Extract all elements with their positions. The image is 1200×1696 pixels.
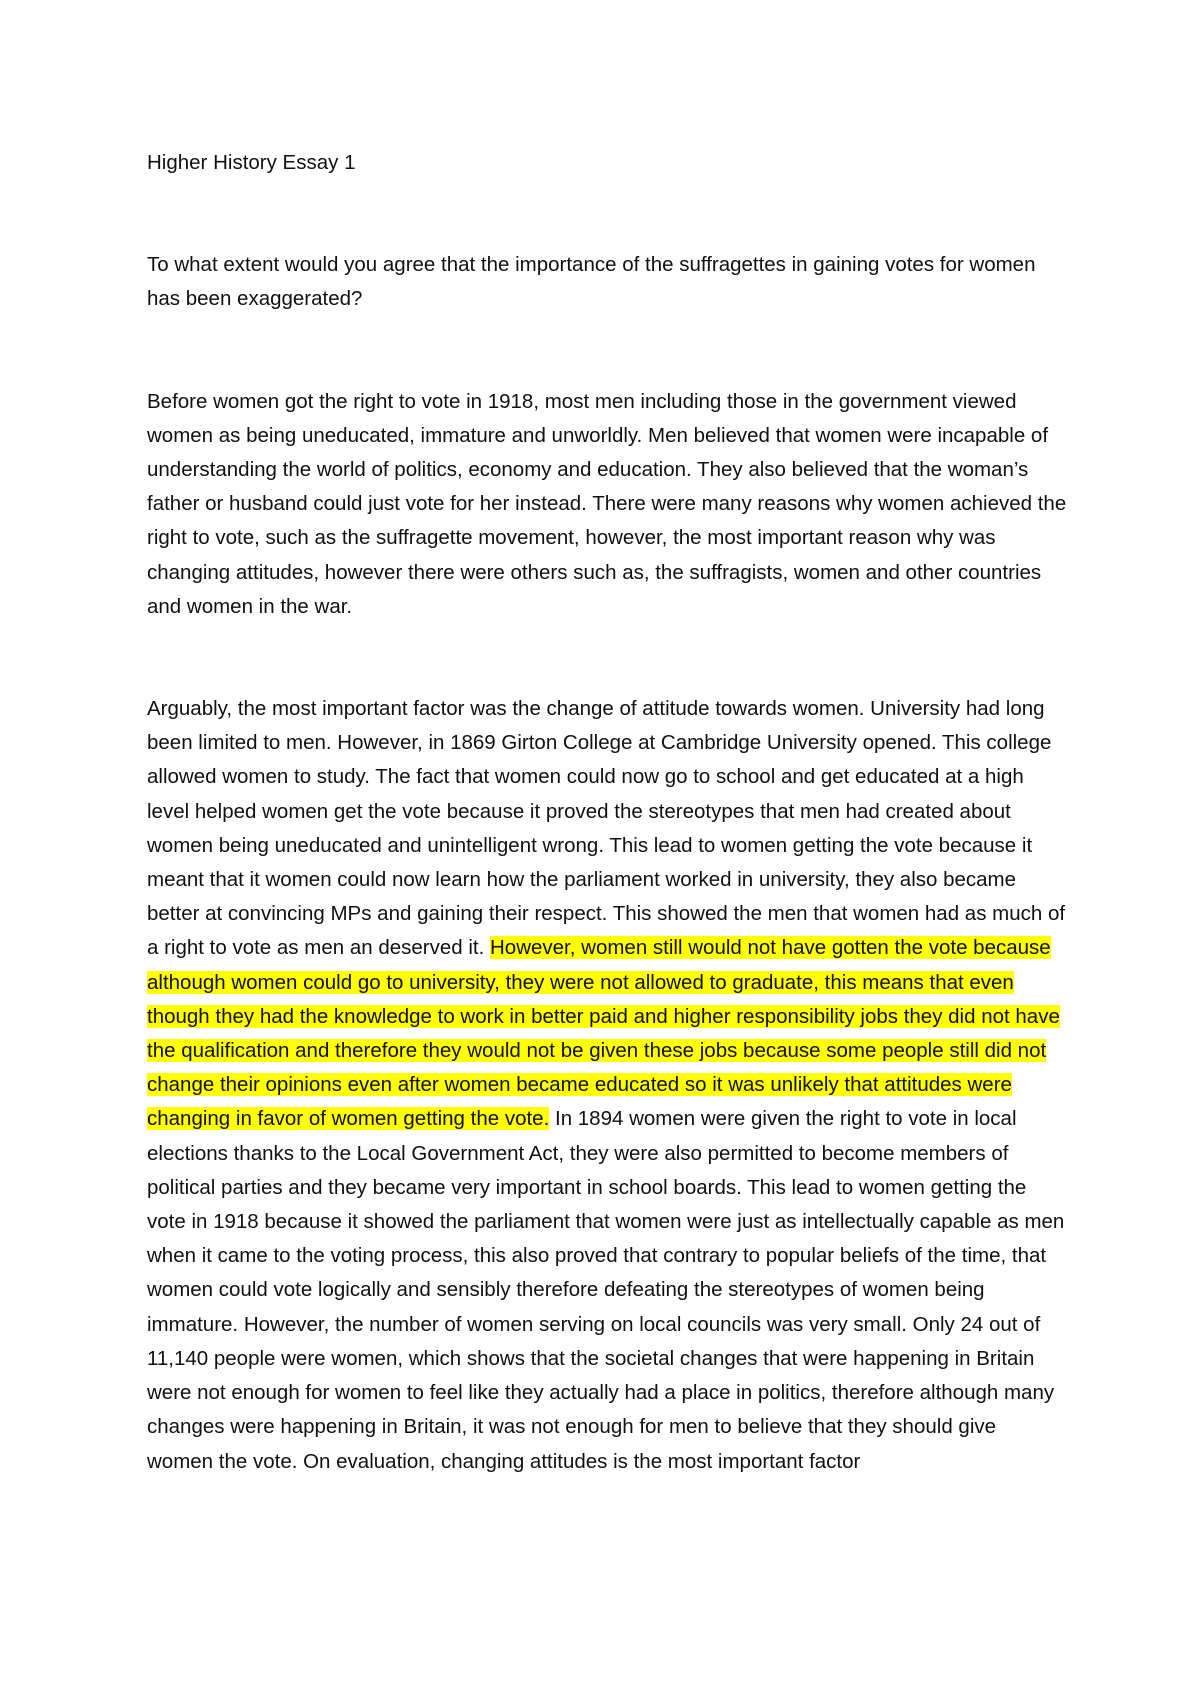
highlighted-text: However, women still would not have gotten the vote because although women could go to university, they were not allowed to graduate, this means that even though they had the knowledge to work in better paid and higher responsibility jobs they did not have the qualification and therefore they would not be given these jobs because some people still did not change their opinions even after women became educated so it was unlikely that attitudes were changing in favor of women getting the vote. — [147, 936, 1060, 1131]
essay-title: Higher History Essay 1 — [147, 151, 356, 174]
body-paragraph — [147, 692, 1067, 1479]
essay-question: To what extent would you agree that the importance of the suffragettes in gaining votes for women has been exaggerated? — [147, 253, 1036, 311]
document-content — [147, 146, 1067, 1479]
intro-paragraph: Before women got the right to vote in 1918, most men including those in the government viewed women as being uneducated, immature and unworldly. Men believed that women were incapable of understanding the world of politics, economy and education. They also believed that the woman’s father or husband could just vote for her instead. There were many reasons why women achieved the right to vote, such as the suffragette movement, however, the most important reason why was changing attitudes, however there were others such as, the suffragists, women and other countries and women in the war. — [147, 389, 1067, 618]
body-text-part2: In 1894 women were given the right to vote in local elections thanks to the Local Government Act, they were also permitted to become members of political parties and they became very important in school boards. This lead to women getting the vote in 1918 because it showed the parliament that women were just as intellectually capable as men when it came to the voting process, this also proved that contrary to popular beliefs of the time, that women could vote logically and sensibly therefore defeating the stereotypes of women being immature. However, the number of women serving on local councils was very small. Only 24 out of 11,140 people were women, which shows that the societal changes that were happening in Britain were not enough for women to feel like they actually had a place in politics, therefore although many changes were happening in Britain, it was not enough for men to believe that they should give women the vote. On evaluation, changing attitudes is the most important factor — [147, 1107, 1065, 1473]
body-text-part1: Arguably, the most important factor was the change of attitude towards women. University had long been limited to men. However, in 1869 Girton College at Cambridge University opened. This college allowed women to study. The fact that women could now go to school and get educated at a high level helped women get the vote because it proved the stereotypes that men had created about women being uneducated and unintelligent wrong. This lead to women getting the vote because it meant that it women could now learn how the parliament worked in university, they also became better at convincing MPs and gaining their respect. This showed the men that women had as much of a right to vote as men an deserved it. — [147, 697, 1066, 960]
